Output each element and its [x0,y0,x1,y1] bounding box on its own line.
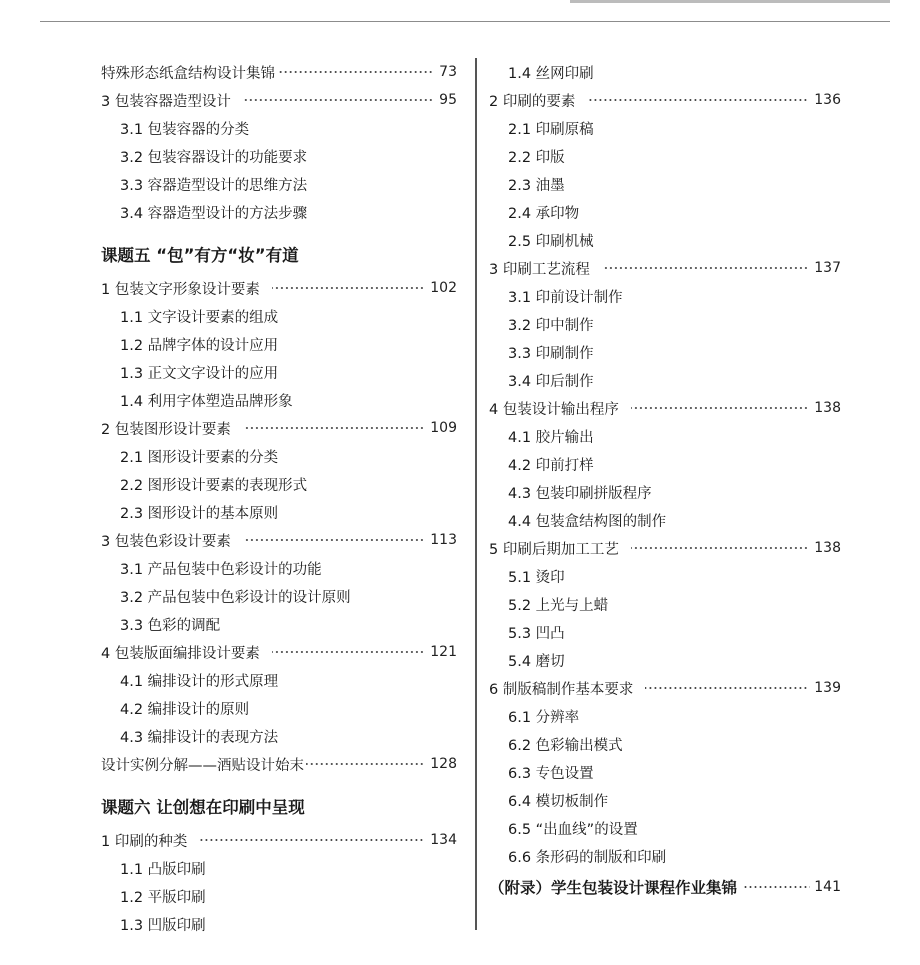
subsection-title: 4.2 编排设计的原则 [120,701,250,718]
toc-subsection[interactable] [101,554,457,582]
header-rule [40,21,890,22]
page-number: 134 [430,832,457,848]
subsection-title: 1.3 正文文字设计的应用 [120,365,279,382]
page-number: 121 [430,644,457,660]
subsection-title: 5.1 烫印 [508,569,565,586]
toc-section[interactable] [101,526,457,554]
toc-subsection[interactable] [101,142,457,170]
page-number: 137 [814,260,841,276]
toc-column-right [489,58,841,904]
subsection-title: 4.1 胶片输出 [508,429,594,446]
toc-subsection[interactable] [101,854,457,882]
section-title: 3 包装色彩设计要素 [101,533,231,550]
toc-subsection[interactable] [489,338,841,366]
subsection-title: 1.3 凹版印刷 [120,917,206,934]
toc-subsection[interactable] [101,498,457,526]
toc-appendix-entry[interactable] [489,870,841,904]
section-title: 4 包装版面编排设计要素 [101,645,260,662]
subsection-title: 3.3 容器造型设计的思维方法 [120,177,308,194]
toc-subsection[interactable] [489,58,841,86]
subsection-title: 2.5 印刷机械 [508,233,594,250]
subsection-title: 2.1 图形设计要素的分类 [120,449,279,466]
toc-section[interactable] [489,534,841,562]
toc-subsection[interactable] [101,302,457,330]
subsection-title: 1.4 利用字体塑造品牌形象 [120,393,293,410]
subsection-title: 6.3 专色设置 [508,765,594,782]
section-title: 6 制版稿制作基本要求 [489,681,634,698]
toc-subsection[interactable] [101,114,457,142]
toc-section[interactable] [489,86,841,114]
toc-subsection[interactable] [489,646,841,674]
toc-subsection[interactable] [489,786,841,814]
toc-subsection[interactable] [489,590,841,618]
section-title: 特殊形态纸盒结构设计集锦 [101,65,275,82]
toc-section[interactable] [489,394,841,422]
subsection-title: 1.2 品牌字体的设计应用 [120,337,279,354]
dot-leader [645,687,808,689]
subsection-title: 3.2 产品包装中色彩设计的设计原则 [120,589,351,606]
toc-subsection[interactable] [489,618,841,646]
chapter-title: 课题五 “包”有方“妆”有道 [101,246,299,265]
toc-subsection[interactable] [101,666,457,694]
toc-section[interactable] [101,826,457,854]
subsection-title: 5.3 凹凸 [508,625,565,642]
toc-subsection[interactable] [489,114,841,142]
toc-subsection[interactable] [489,450,841,478]
section-title: 2 包装图形设计要素 [101,421,231,438]
subsection-title: 2.3 油墨 [508,177,565,194]
subsection-title: 4.1 编排设计的形式原理 [120,673,279,690]
toc-subsection[interactable] [489,562,841,590]
section-title: 5 印刷后期加工工艺 [489,541,619,558]
subsection-title: 1.4 丝网印刷 [508,65,594,82]
dot-leader [587,99,808,101]
dot-leader [743,886,810,888]
toc-subsection[interactable] [489,142,841,170]
page-number: 139 [814,680,841,696]
toc-subsection[interactable] [489,506,841,534]
toc-subsection[interactable] [101,330,457,358]
toc-subsection[interactable] [101,470,457,498]
section-title: 设计实例分解——酒贴设计始末 [101,757,304,774]
subsection-title: 6.1 分辨率 [508,709,580,726]
toc-section[interactable] [101,86,457,114]
toc-section[interactable] [101,638,457,666]
dot-leader [243,539,424,541]
subsection-title: 2.3 图形设计的基本原则 [120,505,279,522]
page-number: 136 [814,92,841,108]
subsection-title: 2.1 印刷原稿 [508,121,594,138]
toc-subsection[interactable] [489,310,841,338]
subsection-title: 4.3 包装印刷拼版程序 [508,485,652,502]
subsection-title: 6.5 “出血线”的设置 [508,821,638,838]
toc-subsection[interactable] [101,198,457,226]
page-number: 113 [430,532,457,548]
toc-subsection[interactable] [101,170,457,198]
section-title: 1 包装文字形象设计要素 [101,281,260,298]
subsection-title: 3.3 印刷制作 [508,345,594,362]
dot-leader [602,267,808,269]
subsection-title: 5.4 磨切 [508,653,565,670]
toc-section[interactable] [101,58,457,86]
page-number: 138 [814,400,841,416]
subsection-title: 4.3 编排设计的表现方法 [120,729,279,746]
toc-subsection[interactable] [489,814,841,842]
toc-subsection[interactable] [101,582,457,610]
toc-subsection[interactable] [101,722,457,750]
page-number: 109 [430,420,457,436]
subsection-title: 6.2 色彩输出模式 [508,737,623,754]
toc-subsection[interactable] [101,442,457,470]
header-rule-thick [570,0,890,3]
dot-leader [272,287,424,289]
subsection-title: 3.1 产品包装中色彩设计的功能 [120,561,322,578]
section-title: 2 印刷的要素 [489,93,576,110]
toc-subsection[interactable] [101,358,457,386]
section-title: 3 包装容器造型设计 [101,93,231,110]
page-number: 73 [439,64,457,80]
page-number: 95 [439,92,457,108]
subsection-title: 3.1 包装容器的分类 [120,121,250,138]
section-title: 1 印刷的种类 [101,833,188,850]
dot-leader [631,547,808,549]
toc-subsection[interactable] [101,610,457,638]
subsection-title: 3.4 容器造型设计的方法步骤 [120,205,308,222]
toc-section[interactable] [489,674,841,702]
chapter-title: 课题六 让创想在印刷中呈现 [101,798,305,817]
page-number: 128 [430,756,457,772]
toc-column-left [101,58,457,938]
toc-section[interactable] [101,750,457,778]
toc-subsection[interactable] [489,842,841,870]
subsection-title: 1.2 平版印刷 [120,889,206,906]
toc-subsection[interactable] [101,882,457,910]
subsection-title: 6.6 条形码的制版和印刷 [508,849,667,866]
subsection-title: 3.2 印中制作 [508,317,594,334]
toc-section[interactable] [101,414,457,442]
dot-leader [272,651,424,653]
toc-section[interactable] [101,274,457,302]
toc-subsection[interactable] [489,170,841,198]
dot-leader [306,763,424,765]
toc-subsection[interactable] [101,694,457,722]
page-number: 102 [430,280,457,296]
subsection-title: 2.4 承印物 [508,205,580,222]
toc-subsection[interactable] [489,730,841,758]
toc-chapter-heading[interactable] [101,234,457,274]
section-title: 3 印刷工艺流程 [489,261,590,278]
dot-leader [277,71,433,73]
toc-subsection[interactable] [489,478,841,506]
toc-subsection[interactable] [489,226,841,254]
toc-chapter-heading[interactable] [101,786,457,826]
subsection-title: 6.4 模切板制作 [508,793,609,810]
subsection-title: 4.4 包装盒结构图的制作 [508,513,667,530]
subsection-title: 3.4 印后制作 [508,373,594,390]
section-title: 4 包装设计输出程序 [489,401,619,418]
toc-subsection[interactable] [489,758,841,786]
toc-subsection[interactable] [489,366,841,394]
subsection-title: 1.1 凸版印刷 [120,861,206,878]
dot-leader [243,99,433,101]
dot-leader [199,839,424,841]
subsection-title: 4.2 印前打样 [508,457,594,474]
page-number: 138 [814,540,841,556]
subsection-title: 2.2 图形设计要素的表现形式 [120,477,308,494]
column-divider [475,58,477,930]
toc-section[interactable] [489,254,841,282]
subsection-title: 5.2 上光与上蜡 [508,597,609,614]
subsection-title: 3.2 包装容器设计的功能要求 [120,149,308,166]
toc-subsection[interactable] [489,282,841,310]
dot-leader [631,407,808,409]
toc-subsection[interactable] [489,198,841,226]
dot-leader [243,427,424,429]
page-number: 141 [814,879,841,895]
appendix-title: （附录）学生包装设计课程作业集锦 [489,879,738,897]
toc-subsection[interactable] [101,386,457,414]
subsection-title: 1.1 文字设计要素的组成 [120,309,279,326]
toc-subsection[interactable] [489,422,841,450]
toc-subsection[interactable] [489,702,841,730]
subsection-title: 2.2 印版 [508,149,565,166]
subsection-title: 3.1 印前设计制作 [508,289,623,306]
subsection-title: 3.3 色彩的调配 [120,617,221,634]
toc-subsection[interactable] [101,910,457,938]
